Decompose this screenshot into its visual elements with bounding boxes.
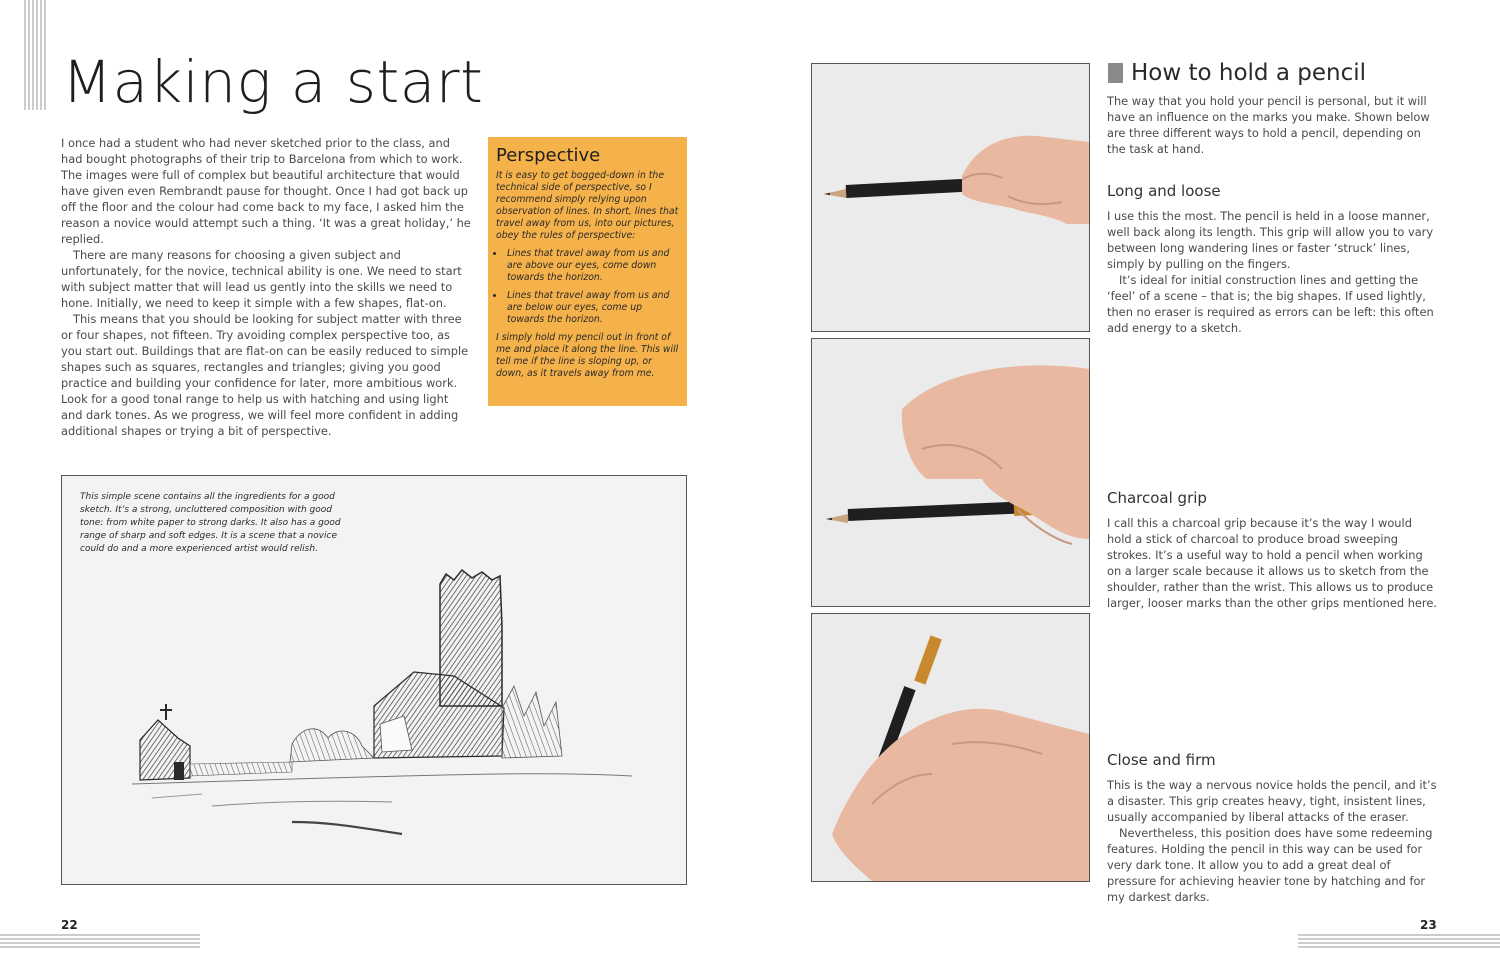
hand-pencil-long-loose: [812, 64, 1089, 331]
paragraph: I once had a student who had never sketched prior to the class, and had bought photographs of their trip to Barcelona from which to work. The images were full of complex but beautiful architecture that would have given even Rembrandt pause for thought. Once I had got back up off the floor and the colour had come back to my face, I asked him the reason a novice would attempt such a thing. ‘It was a great holiday,’ he replied.: [61, 136, 471, 246]
pencil-intro-text: [1107, 93, 1437, 157]
paragraph: There are many reasons for choosing a given subject and unfortunately, for the novice, technical ability is one. We need to start with subject matter that will lead us gently into the skills we need to hone. Initially, we need to keep it simple with a few shapes, flat-on.: [61, 248, 462, 310]
heading-marker: [1108, 63, 1123, 83]
hand-pencil-charcoal: [812, 339, 1089, 606]
perspective-rule-list: [496, 248, 679, 326]
brush-stroke-bottom-right: [1298, 934, 1500, 948]
brush-stroke-bottom-left: [0, 934, 200, 948]
section-heading: How to hold a pencil: [1131, 60, 1366, 86]
perspective-box-title: Perspective: [496, 145, 601, 166]
paragraph: This is the way a nervous novice holds the pencil, and it’s a disaster. This grip creates heavy, tight, insistent lines, usually accompanied by liberal attacks of the eraser.: [1107, 778, 1437, 824]
intro-body-text: [61, 135, 473, 439]
perspective-intro: It is easy to get bogged-down in the technical side of perspective, so I recommend simply relying upon observation of lines. In short, lines that travel away from us, into our pictures, obey the rules of perspective:: [496, 170, 679, 241]
page-number-left: 22: [61, 918, 78, 932]
photo-long-and-loose-grip: [811, 63, 1090, 332]
subheading-long-and-loose: Long and loose: [1107, 182, 1221, 200]
photo-close-and-firm-grip: [811, 613, 1090, 882]
perspective-box-text: [496, 170, 679, 380]
perspective-rule: • Lines that travel away from us and are below our eyes, come up towards the horizon.: [505, 290, 679, 326]
paragraph: I call this a charcoal grip because it’s the way I would hold a stick of charcoal to produce broad sweeping strokes. It’s a useful way to hold a pencil when working on a larger scale because it allows us to sketch from the shoulder, rather than the wrist. This allows us to produce larger, looser marks than the other grips mentioned here.: [1107, 516, 1437, 610]
perspective-outro: I simply hold my pencil out in front of me and place it along the line. This will tell me if the line is sloping up, or down, as it travels away from me.: [496, 332, 679, 379]
photo-charcoal-grip: [811, 338, 1090, 607]
paragraph: The way that you hold your pencil is personal, but it will have an influence on the marks you make. Shown below are three different ways to hold a pencil, depending on the task at hand.: [1107, 94, 1430, 156]
perspective-rule: • Lines that travel away from us and are above our eyes, come down towards the horizon.: [505, 248, 679, 284]
brush-stroke-top-left: [24, 0, 46, 110]
perspective-tip-box: [488, 137, 687, 406]
sketch-caption: This simple scene contains all the ingredients for a good sketch. It’s a strong, uncluttered composition with good tone: from white paper to strong darks. It also has a good range of sharp and soft edges. It is a scene that a novice could do and a more experienced artist would relish.: [80, 492, 341, 554]
paragraph: This means that you should be looking for subject matter with three or four shapes, not fifteen. Try avoiding complex perspective too, as you start out. Buildings that are flat-on can be easily reduced to simple shapes such as squares, rectangles and triangles; giving you good practice and building your confidence for later, more ambitious work. Look for a good tonal range to help us with hatching and using light and dark tones. As we progress, we will feel more confident in adding additional shapes or trying a bit of perspective.: [61, 312, 469, 438]
close-and-firm-text: [1107, 777, 1437, 905]
paragraph: Nevertheless, this position does have some redeeming features. Holding the pencil in this way can be used for very dark tone. It allow you to add a great deal of pressure for achieving heavier tone by hatching and for my darkest darks.: [1107, 826, 1433, 904]
page-number-right: 23: [1420, 918, 1437, 932]
subheading-charcoal-grip: Charcoal grip: [1107, 489, 1207, 507]
hand-pencil-close-firm: [812, 614, 1089, 881]
paragraph: I use this the most. The pencil is held in a loose manner, well back along its length. This grip will allow you to vary between long wandering lines or faster ‘struck’ lines, simply by pulling on the fingers.: [1107, 209, 1434, 271]
long-and-loose-text: [1107, 208, 1437, 336]
subheading-close-and-firm: Close and firm: [1107, 751, 1216, 769]
charcoal-grip-text: [1107, 515, 1437, 611]
page-title: Making a start: [62, 48, 484, 116]
paragraph: It’s ideal for initial construction lines and getting the ‘feel’ of a scene – that is; the big shapes. If used lightly, then no eraser is required as errors can be left: this often add energy to a sketch.: [1107, 273, 1434, 335]
